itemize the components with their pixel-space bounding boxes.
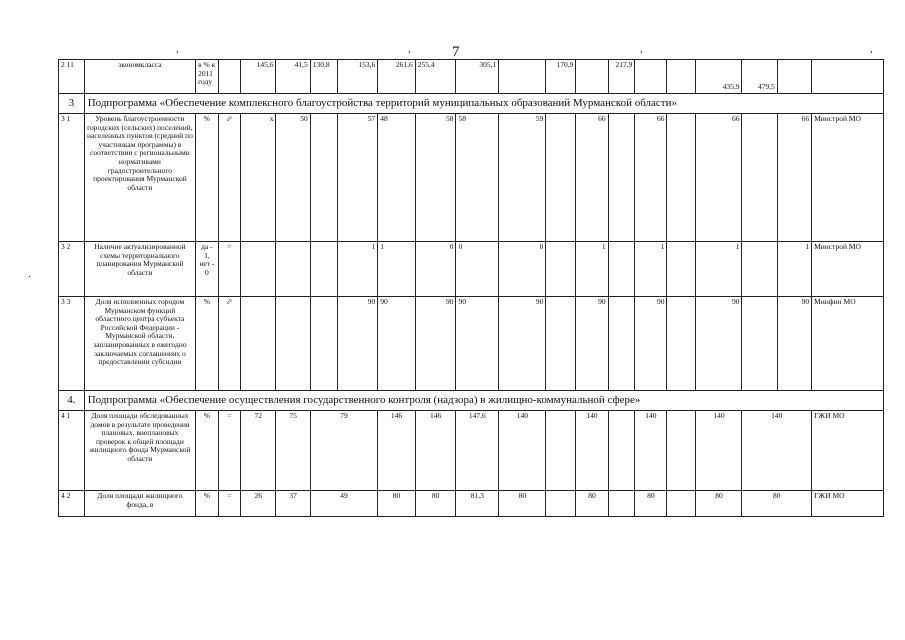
- responsible-cell: Минстрой МО: [812, 242, 884, 297]
- value-cell: 37: [276, 491, 310, 517]
- value-cell: 130,8: [310, 60, 337, 94]
- value-cell: 0: [415, 242, 456, 297]
- value-cell: 261,6: [378, 60, 416, 94]
- row-code: 4 1: [59, 411, 85, 491]
- unit-cell: в % к 2011 году: [196, 60, 219, 94]
- equals-icon: =: [218, 242, 241, 297]
- value-cell: [667, 491, 696, 517]
- value-cell: 75: [276, 411, 310, 491]
- section-row: [59, 94, 884, 114]
- value-cell: 1: [635, 242, 667, 297]
- value-cell: [635, 60, 667, 94]
- row-code: 3 3: [59, 297, 85, 391]
- value-cell: [777, 60, 811, 94]
- value-cell: [241, 242, 276, 297]
- table-row: [59, 411, 884, 491]
- value-cell: [546, 411, 576, 491]
- value-cell: [608, 114, 635, 242]
- value-cell: [667, 114, 696, 242]
- indicator-name: Доля площади жилищного фонда, в: [84, 491, 195, 517]
- value-cell: 90: [696, 297, 742, 391]
- value-cell: [310, 242, 337, 297]
- unit-cell: да - 1, нет - 0: [196, 242, 219, 297]
- value-cell: 140: [696, 411, 742, 491]
- value-cell: 59: [499, 114, 546, 242]
- value-cell: 1: [337, 242, 378, 297]
- value-cell: 1: [777, 242, 811, 297]
- value-cell: 140: [499, 411, 546, 491]
- table-row: [59, 491, 884, 517]
- value-cell: 80: [635, 491, 667, 517]
- value-cell: [667, 242, 696, 297]
- value-cell: 90: [576, 297, 608, 391]
- value-cell: 58: [415, 114, 456, 242]
- value-cell: [546, 491, 576, 517]
- value-cell: 1: [378, 242, 416, 297]
- value-cell: 479,5: [742, 60, 777, 94]
- trend-up-icon: ⬀: [218, 114, 241, 242]
- value-cell: [276, 297, 310, 391]
- value-cell: 90: [777, 297, 811, 391]
- value-cell: [742, 242, 777, 297]
- value-cell: 48: [378, 114, 416, 242]
- unit-cell: %: [196, 491, 219, 517]
- responsible-cell: Минфин МО: [812, 297, 884, 391]
- value-cell: 305,1: [456, 60, 499, 94]
- value-cell: 0: [456, 242, 499, 297]
- table-row: [59, 60, 884, 94]
- value-cell: 80: [576, 491, 608, 517]
- value-cell: [310, 114, 337, 242]
- value-cell: 146: [415, 411, 456, 491]
- value-cell: x: [241, 114, 276, 242]
- value-cell: [499, 60, 546, 94]
- value-cell: 66: [777, 114, 811, 242]
- value-cell: [667, 60, 696, 94]
- responsible-cell: ГЖИ МО: [812, 491, 884, 517]
- value-cell: 58: [456, 114, 499, 242]
- value-cell: 1: [696, 242, 742, 297]
- indicator-name: Уровень благоустроенности городских (сельских) поселений, населенных пунктов (средний по участникам программы) в соответствии с региональными нормативами градостроительного проектирования Мурманской области: [84, 114, 195, 242]
- value-cell: 0: [499, 242, 546, 297]
- value-cell: 90: [378, 297, 416, 391]
- value-cell: 66: [576, 114, 608, 242]
- responsible-cell: [812, 60, 884, 94]
- responsible-cell: ГЖИ МО: [812, 411, 884, 491]
- value-cell: 66: [635, 114, 667, 242]
- value-cell: 26: [241, 491, 276, 517]
- value-cell: 140: [742, 411, 812, 491]
- scan-mark: .: [28, 268, 31, 280]
- value-cell: 90: [337, 297, 378, 391]
- value-cell: 79: [310, 411, 377, 491]
- section-title: Подпрограмма «Обеспечение осуществления государственного контроля (надзора) в жилищно-коммунальной сфере»: [84, 391, 883, 411]
- value-cell: 49: [310, 491, 377, 517]
- value-cell: [608, 297, 635, 391]
- value-cell: 147,6: [456, 411, 499, 491]
- value-cell: 217,9: [608, 60, 635, 94]
- value-cell: [310, 297, 337, 391]
- direction-cell: [218, 60, 241, 94]
- value-cell: 80: [696, 491, 742, 517]
- value-cell: 80: [742, 491, 812, 517]
- value-cell: 140: [576, 411, 608, 491]
- value-cell: 255,4: [415, 60, 456, 94]
- page-number: 7: [452, 44, 460, 60]
- table-row: [59, 297, 884, 391]
- indicator-name: экономкласса: [84, 60, 195, 94]
- equals-icon: =: [218, 411, 241, 491]
- value-cell: 153,6: [337, 60, 378, 94]
- indicators-table: [58, 59, 884, 517]
- value-cell: 81,3: [456, 491, 499, 517]
- scan-mark: ,: [870, 43, 873, 55]
- indicator-name: Доля площади обследованных домов в результате проведения плановых, внеплановых проверок к общей площади жилищного фонда Мурманской области: [84, 411, 195, 491]
- value-cell: 1: [576, 242, 608, 297]
- value-cell: 140: [635, 411, 667, 491]
- value-cell: 57: [337, 114, 378, 242]
- value-cell: [742, 297, 777, 391]
- value-cell: 66: [696, 114, 742, 242]
- row-code: 4 2: [59, 491, 85, 517]
- value-cell: 146: [378, 411, 416, 491]
- value-cell: [241, 297, 276, 391]
- value-cell: [546, 297, 576, 391]
- row-code: 3 2: [59, 242, 85, 297]
- value-cell: 435,9: [696, 60, 742, 94]
- section-title: Подпрограмма «Обеспечение комплексного благоустройства территорий муниципальных образований Мурманской области»: [84, 94, 883, 114]
- value-cell: [608, 242, 635, 297]
- scan-mark: ,: [408, 43, 411, 55]
- value-cell: [667, 297, 696, 391]
- section-number: 4.: [59, 391, 85, 411]
- value-cell: [608, 491, 635, 517]
- indicator-name: Наличие актуализированной схемы территориального планирования Мурманской области: [84, 242, 195, 297]
- value-cell: [546, 242, 576, 297]
- row-code: 3 1: [59, 114, 85, 242]
- unit-cell: %: [196, 297, 219, 391]
- value-cell: [546, 114, 576, 242]
- responsible-cell: Минстрой МО: [812, 114, 884, 242]
- unit-cell: %: [196, 411, 219, 491]
- value-cell: 80: [415, 491, 456, 517]
- scan-mark: ,: [176, 43, 179, 55]
- value-cell: 72: [241, 411, 276, 491]
- equals-icon: =: [218, 491, 241, 517]
- value-cell: [667, 411, 696, 491]
- value-cell: 170,9: [546, 60, 576, 94]
- indicator-name: Доля исполненных городом Мурманском функций областного центра субъекта Российской Федерации - Мурманской области, запланированных в ежегодно заключаемых соглашениях о предоставлении субсидии: [84, 297, 195, 391]
- section-row: [59, 391, 884, 411]
- table-row: [59, 114, 884, 242]
- value-cell: 145,6: [241, 60, 276, 94]
- trend-up-icon: ⬀: [218, 297, 241, 391]
- value-cell: 80: [499, 491, 546, 517]
- section-number: 3: [59, 94, 85, 114]
- value-cell: [742, 114, 777, 242]
- value-cell: [608, 411, 635, 491]
- unit-cell: %: [196, 114, 219, 242]
- value-cell: 90: [415, 297, 456, 391]
- value-cell: 50: [276, 114, 310, 242]
- value-cell: 41,5: [276, 60, 310, 94]
- row-code: 2 11: [59, 60, 85, 94]
- value-cell: 90: [635, 297, 667, 391]
- value-cell: 80: [378, 491, 416, 517]
- table-row: [59, 242, 884, 297]
- scan-mark: ,: [640, 43, 643, 55]
- value-cell: [576, 60, 608, 94]
- value-cell: 90: [456, 297, 499, 391]
- value-cell: 90: [499, 297, 546, 391]
- value-cell: [276, 242, 310, 297]
